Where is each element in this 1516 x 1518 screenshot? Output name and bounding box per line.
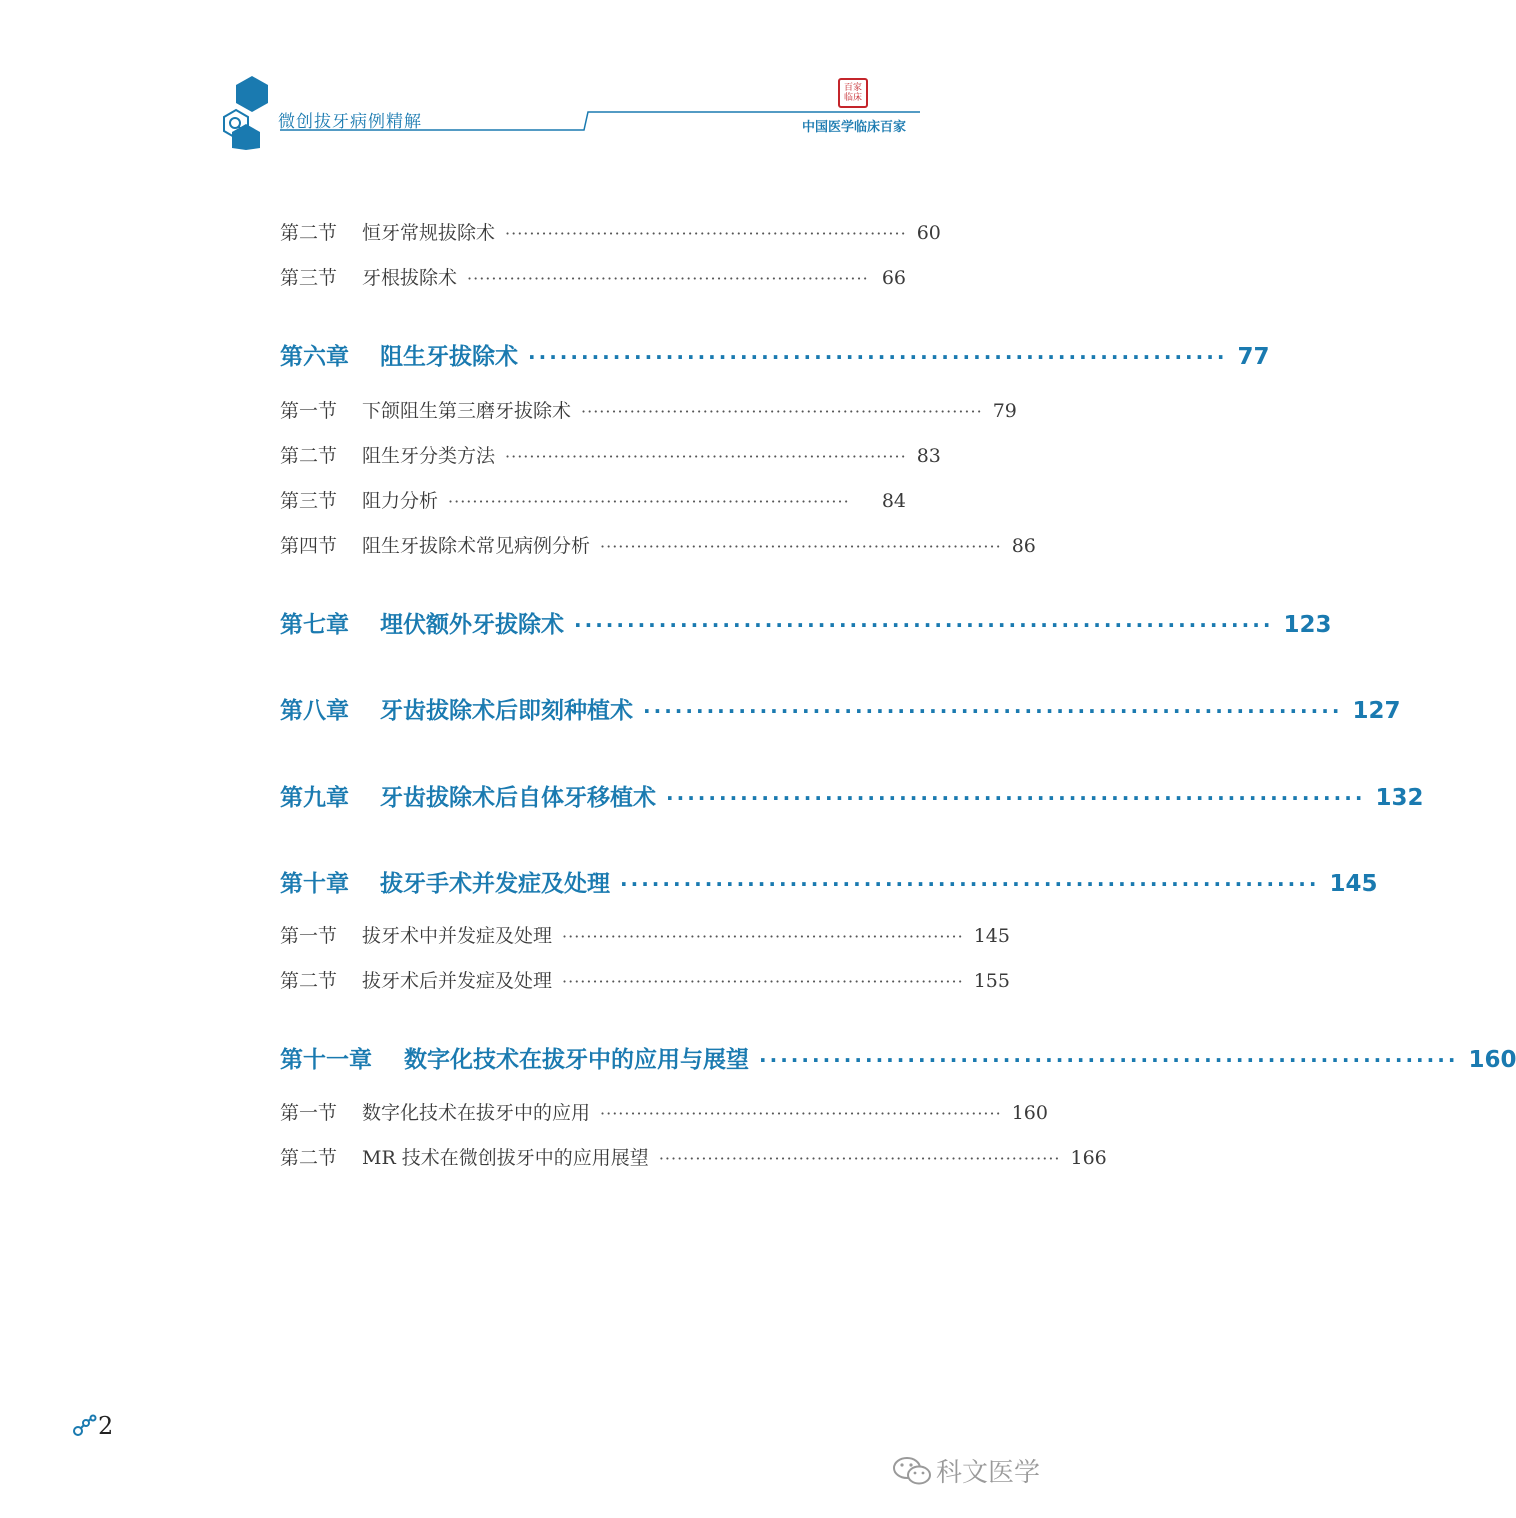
chapter-number: 第六章 xyxy=(280,344,349,370)
section-title: 阻力分析 xyxy=(362,490,439,512)
watermark-text: 科文医学 xyxy=(936,1458,1041,1488)
leader-dots: ·································································· xyxy=(600,1104,1002,1123)
book-title: 微创拔牙病例精解 xyxy=(278,112,422,132)
chapter-title: 阻生牙拔除术 xyxy=(380,344,518,370)
series-name: 中国医学临床百家 xyxy=(802,120,907,135)
chapter-page: 127 xyxy=(1352,698,1401,724)
watermark xyxy=(892,1452,1040,1489)
section-page: 86 xyxy=(1011,535,1036,557)
chapter-number: 第七章 xyxy=(280,612,349,638)
section-title: 恒牙常规拔除术 xyxy=(362,222,496,244)
page-number-text: 2 xyxy=(98,1412,114,1440)
section-page: 60 xyxy=(916,222,941,244)
section-page: 160 xyxy=(1011,1102,1048,1124)
chapter-page: 77 xyxy=(1237,344,1270,370)
chapter-title: 埋伏额外牙拔除术 xyxy=(380,612,564,638)
toc-section-row[interactable] xyxy=(280,396,1017,423)
toc-chapter-row[interactable] xyxy=(280,865,1378,898)
chapter-title: 牙齿拔除术后自体牙移植术 xyxy=(380,785,656,811)
series-seal-logo: 百家临床 xyxy=(838,78,868,108)
toc-section-row[interactable] xyxy=(280,263,906,290)
section-number: 第三节 xyxy=(280,267,338,289)
toc-section-row[interactable] xyxy=(280,966,1010,993)
leader-dots: ·································································· xyxy=(643,699,1343,723)
chapter-title: 数字化技术在拔牙中的应用与展望 xyxy=(404,1047,749,1073)
chapter-title: 拔牙手术并发症及处理 xyxy=(380,871,610,897)
section-title: 数字化技术在拔牙中的应用 xyxy=(362,1102,591,1124)
chapter-number: 第八章 xyxy=(280,698,349,724)
section-number: 第四节 xyxy=(280,535,338,557)
leader-dots: ·································································· xyxy=(574,613,1274,637)
section-number: 第一节 xyxy=(280,1102,338,1124)
section-page: 84 xyxy=(881,490,906,512)
chapter-number: 第十一章 xyxy=(280,1047,372,1073)
section-page: 166 xyxy=(1070,1147,1107,1169)
toc-section-row[interactable] xyxy=(280,1143,1107,1170)
chapter-page: 132 xyxy=(1375,785,1424,811)
section-title: 牙根拔除术 xyxy=(362,267,458,289)
leader-dots: ·································································· xyxy=(467,269,869,288)
section-title: MR 技术在微创拔牙中的应用展望 xyxy=(362,1147,649,1169)
chapter-number: 第十章 xyxy=(280,871,349,897)
toc-chapter-row[interactable] xyxy=(280,606,1332,639)
page-header xyxy=(0,0,1080,160)
toc-section-row[interactable] xyxy=(280,1098,1048,1125)
leader-dots: ·································································· xyxy=(562,972,964,991)
toc-section-row[interactable] xyxy=(280,218,941,245)
toc-chapter-row[interactable] xyxy=(280,779,1424,812)
section-number: 第二节 xyxy=(280,970,338,992)
toc-section-row[interactable] xyxy=(280,531,1036,558)
chapter-title: 牙齿拔除术后即刻种植术 xyxy=(380,698,633,724)
molecule-icon xyxy=(72,1413,98,1439)
section-page: 155 xyxy=(973,970,1010,992)
toc-section-row[interactable] xyxy=(280,486,906,513)
chapter-page: 123 xyxy=(1283,612,1332,638)
leader-dots: ·································································· xyxy=(562,927,964,946)
section-number: 第二节 xyxy=(280,445,338,467)
section-page: 83 xyxy=(916,445,941,467)
toc-section-row[interactable] xyxy=(280,441,941,468)
toc-chapter-row[interactable] xyxy=(280,692,1401,725)
section-page: 79 xyxy=(992,400,1017,422)
section-page: 145 xyxy=(973,925,1010,947)
toc-chapter-row[interactable] xyxy=(280,338,1270,371)
leader-dots: ·································································· xyxy=(666,786,1366,810)
leader-dots: ·································································· xyxy=(528,345,1228,369)
leader-dots: ·································································· xyxy=(600,537,1002,556)
toc-section-row[interactable] xyxy=(280,921,1010,948)
leader-dots: ·································································· xyxy=(620,872,1320,896)
leader-dots: ·································································· xyxy=(505,224,907,243)
section-number: 第二节 xyxy=(280,1147,338,1169)
page-number xyxy=(72,1412,113,1440)
section-title: 下颌阻生第三磨牙拔除术 xyxy=(362,400,572,422)
section-page: 66 xyxy=(881,267,906,289)
chapter-page: 160 xyxy=(1468,1047,1516,1073)
leader-dots: ·································································· xyxy=(658,1149,1061,1168)
section-title: 拔牙术后并发症及处理 xyxy=(362,970,553,992)
section-title: 阻生牙拔除术常见病例分析 xyxy=(362,535,591,557)
wechat-icon xyxy=(892,1455,932,1487)
section-title: 阻生牙分类方法 xyxy=(362,445,496,467)
section-number: 第三节 xyxy=(280,490,338,512)
section-number: 第二节 xyxy=(280,222,338,244)
chapter-page: 145 xyxy=(1329,871,1378,897)
leader-dots: ·································································· xyxy=(581,402,983,421)
chapter-number: 第九章 xyxy=(280,785,349,811)
leader-dots: ·································································· xyxy=(448,492,850,511)
leader-dots: ·································································· xyxy=(759,1048,1459,1072)
toc-chapter-row[interactable] xyxy=(280,1041,1516,1074)
section-number: 第一节 xyxy=(280,925,338,947)
section-title: 拔牙术中并发症及处理 xyxy=(362,925,553,947)
section-number: 第一节 xyxy=(280,400,338,422)
leader-dots: ·································································· xyxy=(505,447,907,466)
